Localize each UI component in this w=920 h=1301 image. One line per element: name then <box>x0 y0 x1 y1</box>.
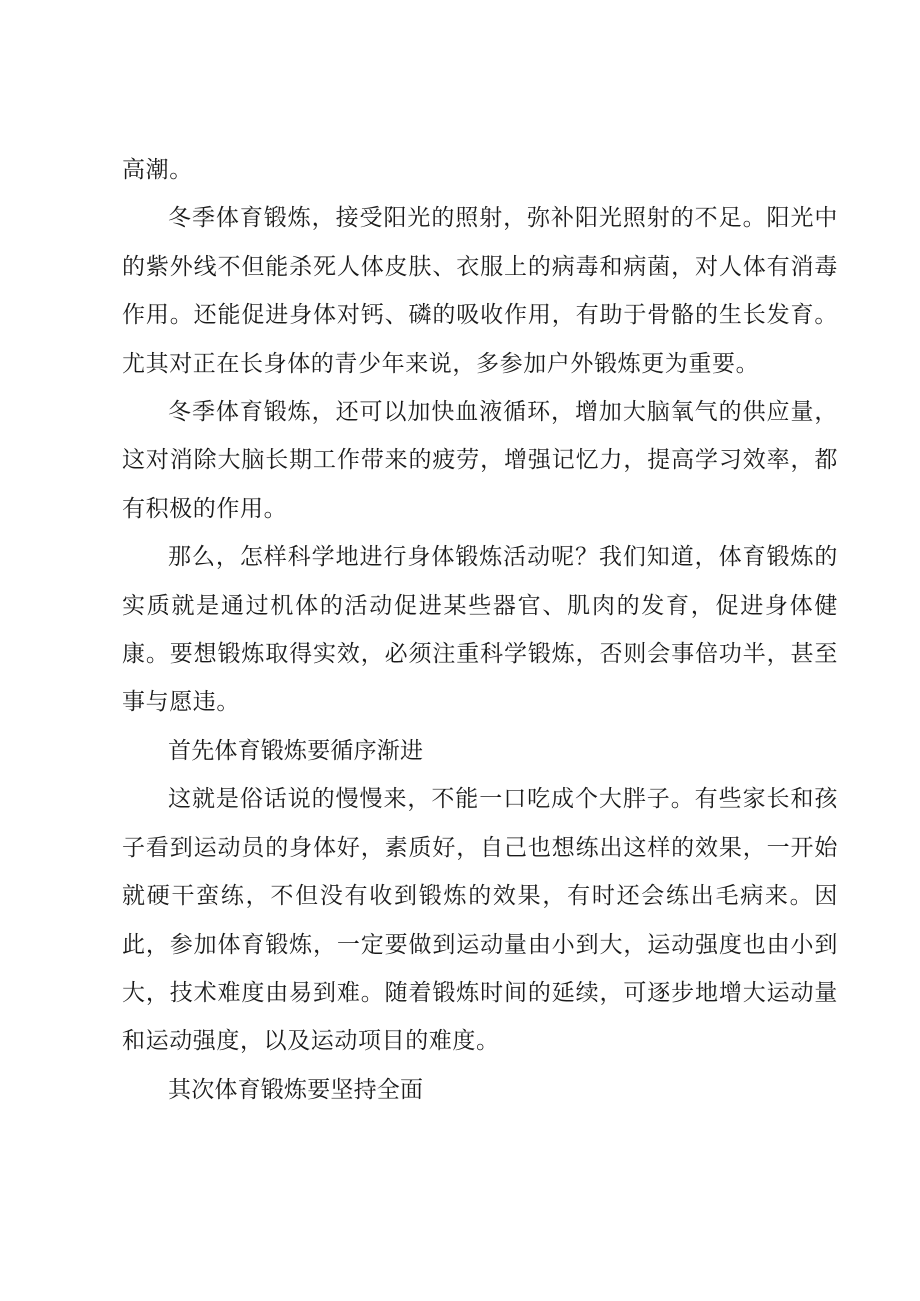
paragraph-scientific-exercise: 那么，怎样科学地进行身体锻炼活动呢？我们知道，体育锻炼的实质就是通过机体的活动促进某些器官、肌肉的发育，促进身体健康。要想锻炼取得实效，必须注重科学锻炼，否则会事倍功半，甚至事与愿违。 <box>122 544 838 716</box>
section-heading-comprehensive: 其次体育锻炼要坚持全面 <box>168 1076 424 1103</box>
paragraph-gradual-progress: 这就是俗话说的慢慢来，不能一口吃成个大胖子。有些家长和孩子看到运动员的身体好，素质好，自己也想练出这样的效果，一开始就硬干蛮练，不但没有收到锻炼的效果，有时还会练出毛病来。因此，参加体育锻炼，一定要做到运动量由小到大，运动强度也由小到大，技术难度由易到难。随着锻炼时间的延续，可逐步地增大运动量和运动强度，以及运动项目的难度。 <box>122 786 838 1055</box>
paragraph-continuation: 高潮。 <box>122 157 193 183</box>
paragraph-blood-circulation: 冬季体育锻炼，还可以加快血液循环，增加大脑氧气的供应量，这对消除大脑长期工作带来的疲劳，增强记忆力，提高学习效率，都有积极的作用。 <box>122 399 838 522</box>
document-body <box>122 146 838 1114</box>
section-heading-gradual-progress: 首先体育锻炼要循序渐进 <box>168 737 424 764</box>
paragraph-sunlight-benefits: 冬季体育锻炼，接受阳光的照射，弥补阳光照射的不足。阳光中的紫外线不但能杀死人体皮肤、衣服上的病毒和病菌，对人体有消毒作用。还能促进身体对钙、磷的吸收作用，有助于骨骼的生长发育。尤其对正在长身体的青少年来说，多参加户外锻炼更为重要。 <box>122 205 838 377</box>
